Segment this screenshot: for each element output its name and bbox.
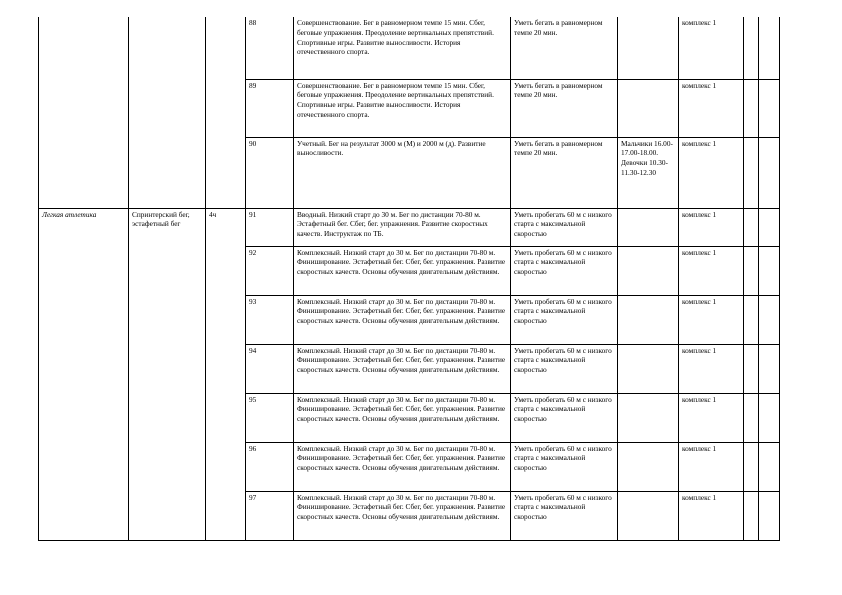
lesson-date-fact	[759, 491, 780, 540]
lesson-plan-table	[38, 17, 780, 541]
lesson-homework: комплекс 1	[679, 137, 744, 208]
lesson-requirements: Уметь пробегать 60 м с низкого старта с максимальной скоростью	[511, 393, 618, 442]
lesson-number: 91	[246, 208, 294, 246]
lesson-date-fact	[759, 295, 780, 344]
lesson-homework: комплекс 1	[679, 79, 744, 137]
lesson-date-plan	[744, 17, 759, 79]
lesson-number: 93	[246, 295, 294, 344]
lesson-date-plan	[744, 137, 759, 208]
lesson-date-fact	[759, 17, 780, 79]
lesson-homework: комплекс 1	[679, 393, 744, 442]
section-title-cell: Легкая атлетика	[39, 208, 129, 540]
lesson-number: 95	[246, 393, 294, 442]
lesson-number: 90	[246, 137, 294, 208]
lesson-number: 92	[246, 246, 294, 295]
lesson-requirements: Уметь пробегать 60 м с низкого старта с максимальной скоростью	[511, 246, 618, 295]
lesson-control	[618, 79, 679, 137]
lesson-content: Комплексный. Низкий старт до 30 м. Бег по дистанции 70-80 м. Финиширование. Эстафетный бег. Сбег, бег. упражнения. Развитие скоростных качеств. Основы обучения двигательным действиям.	[294, 344, 511, 393]
lesson-content: Совершенствование. Бег в равномерном темпе 15 мин. Сбег, беговые упражнения. Преодоление вертикальных препятствий. Спортивные игры. Развитие выносливости. История отечественного спорта.	[294, 79, 511, 137]
table-row	[39, 17, 780, 79]
hours-cell: 4ч	[206, 208, 246, 540]
lesson-homework: комплекс 1	[679, 17, 744, 79]
lesson-date-fact	[759, 137, 780, 208]
lesson-content: Комплексный. Низкий старт до 30 м. Бег по дистанции 70-80 м. Финиширование. Эстафетный бег. Сбег, бег. упражнения. Развитие скоростных качеств. Основы обучения двигательным действиям.	[294, 246, 511, 295]
table-row	[39, 208, 780, 246]
lesson-date-plan	[744, 344, 759, 393]
lesson-control	[618, 208, 679, 246]
lesson-content: Комплексный. Низкий старт до 30 м. Бег по дистанции 70-80 м. Финиширование. Эстафетный бег. Сбег, бег. упражнения. Развитие скоростных качеств. Основы обучения двигательным действиям.	[294, 491, 511, 540]
lesson-date-fact	[759, 246, 780, 295]
lesson-requirements: Уметь пробегать 60 м с низкого старта с максимальной скоростью	[511, 344, 618, 393]
lesson-date-plan	[744, 79, 759, 137]
lesson-number: 97	[246, 491, 294, 540]
lesson-date-fact	[759, 208, 780, 246]
lesson-number: 96	[246, 442, 294, 491]
hours-cell	[206, 17, 246, 208]
lesson-content: Комплексный. Низкий старт до 30 м. Бег по дистанции 70-80 м. Финиширование. Эстафетный бег. Сбег, бег. упражнения. Развитие скоростных качеств. Основы обучения двигательным действиям.	[294, 393, 511, 442]
lesson-requirements: Уметь бегать в равномерном темпе 20 мин.	[511, 79, 618, 137]
lesson-date-plan	[744, 442, 759, 491]
lesson-date-plan	[744, 491, 759, 540]
lesson-date-fact	[759, 79, 780, 137]
lesson-control: Мальчики 16.00-17.00-18.00. Девочки 10.30-11.30-12.30	[618, 137, 679, 208]
lesson-requirements: Уметь пробегать 60 м с низкого старта с максимальной скоростью	[511, 442, 618, 491]
lesson-control	[618, 393, 679, 442]
lesson-content: Совершенствование. Бег в равномерном темпе 15 мин. Сбег, беговые упражнения. Преодоление вертикальных препятствий. Спортивные игры. Развитие выносливости. История отечественного спорта.	[294, 17, 511, 79]
lesson-homework: комплекс 1	[679, 344, 744, 393]
lesson-date-plan	[744, 295, 759, 344]
lesson-homework: комплекс 1	[679, 246, 744, 295]
lesson-date-fact	[759, 442, 780, 491]
lesson-control	[618, 246, 679, 295]
lesson-number: 89	[246, 79, 294, 137]
lesson-content: Комплексный. Низкий старт до 30 м. Бег по дистанции 70-80 м. Финиширование. Эстафетный бег. Сбег, бег. упражнения. Развитие скоростных качеств. Основы обучения двигательным действиям.	[294, 442, 511, 491]
lesson-content: Комплексный. Низкий старт до 30 м. Бег по дистанции 70-80 м. Финиширование. Эстафетный бег. Сбег, бег. упражнения. Развитие скоростных качеств. Основы обучения двигательным действиям.	[294, 295, 511, 344]
lesson-control	[618, 344, 679, 393]
lesson-number: 94	[246, 344, 294, 393]
lesson-content: Учетный. Бег на результат 3000 м (М) и 2000 м (д). Развитие выносливости.	[294, 137, 511, 208]
lesson-date-fact	[759, 393, 780, 442]
lesson-requirements: Уметь бегать в равномерном темпе 20 мин.	[511, 17, 618, 79]
lesson-requirements: Уметь пробегать 60 м с низкого старта с максимальной скоростью	[511, 208, 618, 246]
lesson-requirements: Уметь пробегать 60 м с низкого старта с максимальной скоростью	[511, 295, 618, 344]
lesson-control	[618, 17, 679, 79]
lesson-homework: комплекс 1	[679, 295, 744, 344]
lesson-homework: комплекс 1	[679, 442, 744, 491]
lesson-number: 88	[246, 17, 294, 79]
topic-cell	[129, 17, 206, 208]
lesson-date-fact	[759, 344, 780, 393]
section-title-cell	[39, 17, 129, 208]
lesson-date-plan	[744, 208, 759, 246]
lesson-requirements: Уметь бегать в равномерном темпе 20 мин.	[511, 137, 618, 208]
lesson-control	[618, 491, 679, 540]
lesson-content: Вводный. Низкий старт до 30 м. Бег по дистанции 70-80 м. Эстафетный бег. Сбег, бег. упражнения. Развитие скоростных качеств. Инструктаж по ТБ.	[294, 208, 511, 246]
lesson-date-plan	[744, 393, 759, 442]
lesson-control	[618, 442, 679, 491]
lesson-control	[618, 295, 679, 344]
lesson-homework: комплекс 1	[679, 491, 744, 540]
lesson-requirements: Уметь пробегать 60 м с низкого старта с максимальной скоростью	[511, 491, 618, 540]
topic-cell: Спринтерский бег, эстафетный бег	[129, 208, 206, 540]
lesson-date-plan	[744, 246, 759, 295]
lesson-homework: комплекс 1	[679, 208, 744, 246]
